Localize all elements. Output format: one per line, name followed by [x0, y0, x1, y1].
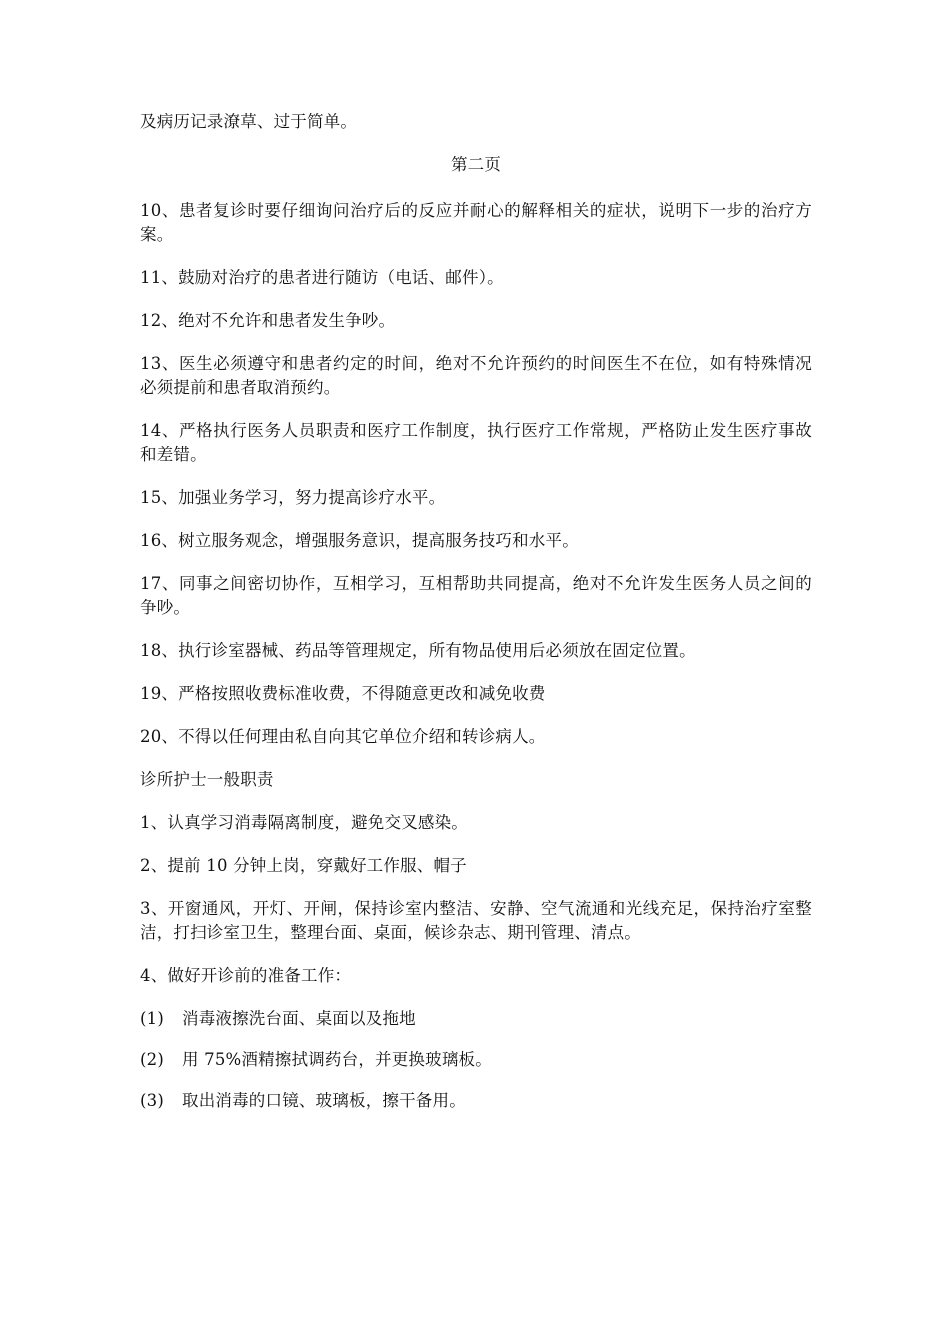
duty-item: 4、做好开诊前的准备工作：: [140, 966, 352, 985]
rule-item: 16、树立服务观念，增强服务意识，提高服务技巧和水平。: [140, 531, 579, 550]
rule-item: 17、同事之间密切协作，互相学习，互相帮助共同提高，绝对不允许发生医务人员之间的争吵。: [140, 574, 812, 617]
prep-step-number: (1): [140, 1009, 164, 1028]
prep-step-text: 消毒液擦洗台面、桌面以及拖地: [182, 1009, 416, 1028]
page-label: 第二页: [450, 155, 502, 174]
prep-step: [140, 1089, 812, 1113]
duty-item: 3、开窗通风，开灯、开闸，保持诊室内整洁、安静、空气流通和光线充足，保持治疗室整洁，打扫诊室卫生，整理台面、桌面，候诊杂志、期刊管理、清点。: [140, 899, 812, 942]
rule-item: 12、绝对不允许和患者发生争吵。: [140, 311, 396, 330]
rule-item: 19、严格按照收费标准收费，不得随意更改和减免收费: [140, 684, 546, 703]
duty-item: 1、认真学习消毒隔离制度，避免交叉感染。: [140, 813, 468, 832]
rule-item: 20、不得以任何理由私自向其它单位介绍和转诊病人。: [140, 727, 546, 746]
document-body: [140, 110, 812, 1130]
prep-step-text: 用 75%酒精擦拭调药台，并更换玻璃板。: [182, 1050, 492, 1069]
rule-item: 14、严格执行医务人员职责和医疗工作制度，执行医疗工作常规，严格防止发生医疗事故和差错。: [140, 421, 812, 464]
section-title: 诊所护士一般职责: [140, 770, 274, 789]
rule-item: 10、患者复诊时要仔细询问治疗后的反应并耐心的解释相关的症状，说明下一步的治疗方案。: [140, 201, 812, 244]
rule-item: 13、医生必须遵守和患者约定的时间，绝对不允许预约的时间医生不在位，如有特殊情况必须提前和患者取消预约。: [140, 354, 812, 397]
prep-step-text: 取出消毒的口镜、玻璃板，擦干备用。: [182, 1091, 466, 1110]
prep-step-number: (3): [140, 1091, 164, 1110]
prep-step-number: (2): [140, 1050, 164, 1069]
prep-step: [140, 1007, 812, 1031]
prep-step: [140, 1048, 812, 1072]
rule-item: 11、鼓励对治疗的患者进行随访（电话、邮件）。: [140, 268, 504, 287]
rule-item: 18、执行诊室器械、药品等管理规定，所有物品使用后必须放在固定位置。: [140, 641, 696, 660]
intro-line: 及病历记录潦草、过于简单。: [140, 112, 358, 131]
rule-item: 15、加强业务学习，努力提高诊疗水平。: [140, 488, 446, 507]
duty-item: 2、提前 10 分钟上岗，穿戴好工作服、帽子: [140, 856, 467, 875]
